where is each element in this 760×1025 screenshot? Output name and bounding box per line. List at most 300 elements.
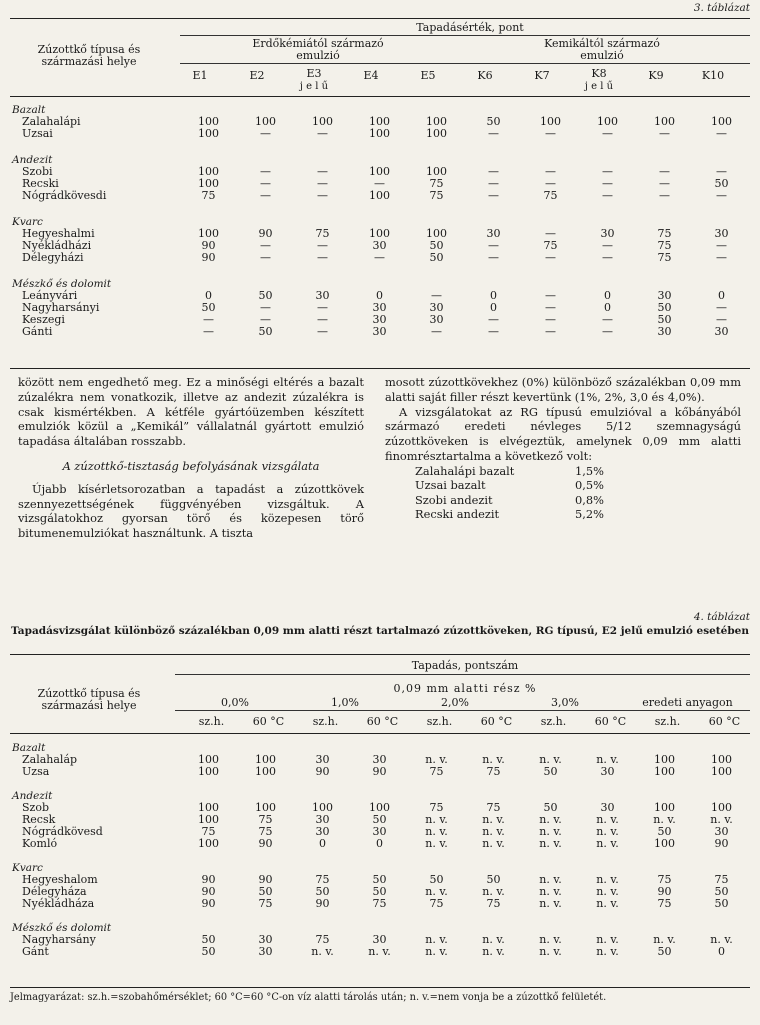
table4-top-rule [10, 654, 750, 655]
table-cell: 50 [657, 825, 672, 838]
fines-row [415, 507, 604, 522]
table-cell: — [317, 313, 328, 326]
row-label: Nagyharsány [22, 933, 96, 946]
table4-legend: Jelmagyarázat: sz.h.=szobahőmérséklet; 60 °C=60 °C-on víz alatti tárolás után; n. v.=nem vonja be a zúzottkő felületét. [10, 992, 607, 1003]
table-cell: n. v. [539, 933, 562, 946]
table-cell: 75 [429, 177, 444, 190]
table-cell: 50 [543, 801, 558, 814]
row-label: Komló [22, 837, 58, 850]
table-cell: n. v. [539, 753, 562, 766]
table-cell: — [374, 177, 385, 190]
table-cell: 100 [312, 115, 333, 128]
table-cell: 75 [543, 239, 558, 252]
table-cell: n. v. [482, 837, 505, 850]
group-label: Mészkő és dolomit [12, 922, 112, 934]
table-cell: n. v. [596, 825, 619, 838]
table-cell: 100 [198, 177, 219, 190]
table-row [10, 898, 750, 910]
table-cell: 90 [258, 873, 273, 886]
fines-row [415, 464, 604, 479]
table4-col-label: sz.h. [540, 715, 567, 728]
spacer-row [10, 140, 750, 154]
table-cell: 30 [315, 289, 330, 302]
table-cell: 75 [315, 227, 330, 240]
table-cell: n. v. [539, 837, 562, 850]
left-paragraph-1: között nem engedhető meg. Ez a minőségi eltérés a bazalt zúzalékra nem vonatkozik, illetve az andezit zúzalékra is csak kismértékben. A kétféle gyártóüzemben készített emulziók közül a „Kemikál” vállalatnál gyártott emulzió tapadása általában rosszabb. [18, 375, 364, 449]
table-cell: 100 [198, 165, 219, 178]
fines-label: Szobi andezit [415, 492, 493, 507]
table-cell: — [602, 177, 613, 190]
table-cell: 100 [711, 801, 732, 814]
table-cell: 100 [711, 765, 732, 778]
table-cell: 0 [604, 301, 611, 314]
table-cell: 100 [369, 227, 390, 240]
table4-caption: Tapadásvizsgálat különböző százalékban 0,09 mm alatti részt tartalmazó zúzottköveken, RG típusú, E2 jelű emulzió esetében [11, 625, 749, 637]
row-label: Nógrádkövesd [22, 825, 103, 838]
fines-row [415, 493, 604, 508]
table-cell: — [260, 313, 271, 326]
table4-body [10, 742, 750, 958]
table-cell: n. v. [482, 945, 505, 958]
fines-value: 1,5% [575, 463, 604, 478]
table-cell: 75 [258, 813, 273, 826]
table-row [10, 326, 750, 338]
table-cell: 0 [376, 289, 383, 302]
table-cell: — [317, 127, 328, 140]
table3-number: 3. táblázat [693, 2, 750, 14]
table-cell: 75 [429, 765, 444, 778]
table-cell: 30 [486, 227, 501, 240]
table-cell: 0 [490, 289, 497, 302]
group-label: Andezit [12, 154, 53, 166]
fines-list [415, 464, 604, 522]
table-cell: 100 [426, 165, 447, 178]
row-label: Délegyháza [22, 885, 87, 898]
table4-pct-1: 1,0% [331, 696, 359, 709]
table4-row-header: Zúzottkő típusa és származási helye [37, 687, 141, 712]
table-cell: — [602, 165, 613, 178]
table-cell: 90 [258, 227, 273, 240]
row-label: Szob [22, 801, 49, 814]
section-heading: A zúzottkő-tisztaság befolyásának vizsgálata [62, 458, 320, 473]
table-cell: 100 [540, 115, 561, 128]
table-cell: 100 [198, 813, 219, 826]
table-cell: n. v. [482, 753, 505, 766]
table-cell: 100 [654, 115, 675, 128]
fines-label: Uzsai bazalt [415, 478, 486, 493]
table-cell: 50 [372, 873, 387, 886]
table3-col-K10: K10 [701, 69, 725, 82]
table-cell: 90 [315, 765, 330, 778]
table-cell: 30 [315, 753, 330, 766]
table-cell: n. v. [539, 885, 562, 898]
table-cell: — [602, 239, 613, 252]
table-cell: 75 [201, 189, 216, 202]
table-cell: 50 [258, 885, 273, 898]
spacer-row [10, 910, 750, 922]
table3-top-header-rule [180, 35, 750, 36]
table-cell: 90 [258, 837, 273, 850]
row-label: Recsk [22, 813, 56, 826]
table-cell: 100 [426, 115, 447, 128]
fines-value: 5,2% [575, 507, 604, 522]
row-label: Nógrádkövesdi [22, 189, 107, 202]
table-cell: 0 [490, 301, 497, 314]
table-cell: n. v. [425, 825, 448, 838]
fines-value: 0,5% [575, 478, 604, 493]
table4-bottom-rule [10, 987, 750, 988]
group-label: Bazalt [12, 104, 46, 116]
row-label: Nagyharsányi [22, 301, 100, 314]
table-cell: n. v. [596, 945, 619, 958]
table-cell: — [260, 127, 271, 140]
table-cell: 0 [376, 837, 383, 850]
spacer-row [10, 202, 750, 216]
table-cell: 75 [258, 897, 273, 910]
row-label: Keszegi [22, 313, 65, 326]
table-cell: — [602, 325, 613, 338]
table-row [10, 946, 750, 958]
table-cell: 0 [718, 289, 725, 302]
table-cell: — [488, 313, 499, 326]
table-cell: 50 [714, 897, 729, 910]
fines-label: Recski andezit [415, 507, 500, 522]
table-cell: 90 [201, 885, 216, 898]
table-cell: 75 [486, 801, 501, 814]
table-cell: 30 [372, 933, 387, 946]
table3-top-rule [10, 18, 750, 19]
table-cell: 90 [315, 897, 330, 910]
table-cell: 30 [258, 933, 273, 946]
table-cell: 90 [201, 873, 216, 886]
table-cell: — [545, 165, 556, 178]
fines-row [415, 478, 604, 493]
table-cell: n. v. [596, 753, 619, 766]
table-cell: — [317, 189, 328, 202]
row-label: Délegyházi [22, 251, 84, 264]
table-cell: 100 [198, 753, 219, 766]
table-cell: n. v. [425, 885, 448, 898]
table-cell: 50 [429, 873, 444, 886]
table3-jelu-2: j e l ű [584, 81, 614, 92]
table-cell: — [260, 165, 271, 178]
table-cell: 0 [718, 945, 725, 958]
table3-top-header: Tapadásérték, pont [416, 21, 524, 34]
table-cell: n. v. [311, 945, 334, 958]
table-cell: 50 [429, 251, 444, 264]
table-cell: — [260, 239, 271, 252]
table-cell: n. v. [368, 945, 391, 958]
table-cell: — [488, 251, 499, 264]
table-cell: 75 [258, 825, 273, 838]
table-cell: — [317, 301, 328, 314]
table-cell: n. v. [482, 813, 505, 826]
table-cell: 30 [600, 227, 615, 240]
table-cell: 50 [486, 115, 501, 128]
table-cell: 50 [372, 813, 387, 826]
table-cell: 100 [198, 227, 219, 240]
table3-row-header: Zúzottkő típusa és származási helye [37, 43, 141, 68]
table-row [10, 190, 750, 202]
table-cell: 100 [426, 227, 447, 240]
table-cell: — [602, 313, 613, 326]
table-cell: — [488, 165, 499, 178]
group-label: Bazalt [12, 742, 46, 754]
table3-col-E1: E1 [192, 69, 208, 82]
row-label: Leányvári [22, 289, 78, 302]
table3-col-K9: K9 [648, 69, 664, 82]
table4-top-header-rule [175, 674, 750, 675]
table-cell: 30 [714, 325, 729, 338]
table4-pct-0: 0,0% [221, 696, 249, 709]
table-cell: 75 [372, 897, 387, 910]
table-cell: n. v. [653, 813, 676, 826]
table-cell: — [488, 177, 499, 190]
table-cell: 30 [372, 239, 387, 252]
table-cell: — [545, 177, 556, 190]
table-cell: 75 [657, 873, 672, 886]
table-cell: n. v. [425, 813, 448, 826]
table4-col-label: 60 °C [252, 715, 285, 728]
table-cell: 50 [657, 301, 672, 314]
table-cell: 30 [429, 301, 444, 314]
right-column [385, 375, 741, 522]
group-label: Andezit [12, 790, 53, 802]
row-label: Nyékládháza [22, 897, 95, 910]
table-cell: 75 [657, 251, 672, 264]
table-cell: — [260, 177, 271, 190]
table4-pct-3: 3,0% [551, 696, 579, 709]
table3-header-rule [10, 96, 750, 97]
row-label: Szobi [22, 165, 53, 178]
table-row [10, 128, 750, 140]
table-cell: 75 [714, 873, 729, 886]
table-cell: 75 [315, 933, 330, 946]
right-paragraph-1: mosott zúzottkövekhez (0%) különböző százalékban 0,09 mm alatti saját filler részt kevertünk (1%, 2%, 3,0 és 4,0%). [385, 375, 741, 404]
table-cell: 90 [201, 239, 216, 252]
table-cell: 50 [315, 885, 330, 898]
table-cell: 30 [372, 301, 387, 314]
table-cell: 30 [600, 765, 615, 778]
table-cell: 75 [429, 189, 444, 202]
group-label: Mészkő és dolomit [12, 278, 112, 290]
table4-col-label: sz.h. [198, 715, 225, 728]
table-cell: — [431, 325, 442, 338]
table-cell: — [659, 189, 670, 202]
table-cell: 75 [657, 227, 672, 240]
table-cell: 100 [369, 801, 390, 814]
table-cell: 100 [198, 765, 219, 778]
table4-col-label: sz.h. [312, 715, 339, 728]
fines-label: Zalahalápi bazalt [415, 463, 515, 478]
table-cell: 75 [657, 239, 672, 252]
table4-col-label: 60 °C [480, 715, 513, 728]
table-cell: 50 [258, 325, 273, 338]
table4-sub-header: 0,09 mm alatti rész % [393, 682, 537, 695]
table-cell: 100 [654, 765, 675, 778]
table-cell: 100 [369, 115, 390, 128]
table4-col-label: 60 °C [366, 715, 399, 728]
table-row [10, 838, 750, 850]
table3-body [10, 104, 750, 338]
table-cell: — [488, 127, 499, 140]
table4-number: 4. táblázat [693, 611, 750, 623]
table-cell: 50 [714, 885, 729, 898]
table-cell: n. v. [596, 813, 619, 826]
table4-pct-2: 2,0% [441, 696, 469, 709]
table-cell: n. v. [596, 897, 619, 910]
table-cell: 100 [711, 115, 732, 128]
table-cell: 100 [198, 127, 219, 140]
table-cell: 100 [654, 837, 675, 850]
table3-col-E2: E2 [249, 69, 265, 82]
table-cell: 100 [255, 753, 276, 766]
table-cell: 100 [654, 801, 675, 814]
table-cell: 100 [426, 127, 447, 140]
table-cell: 0 [319, 837, 326, 850]
table-row [10, 766, 750, 778]
table-cell: — [716, 301, 727, 314]
table-cell: 75 [486, 765, 501, 778]
spacer [10, 264, 750, 278]
table-cell: — [317, 251, 328, 264]
row-label: Recski [22, 177, 59, 190]
table-cell: n. v. [539, 897, 562, 910]
table3-col-E5: E5 [420, 69, 436, 82]
table4-pct-rule [175, 710, 750, 711]
fines-value: 0,8% [575, 492, 604, 507]
table-cell: 100 [597, 115, 618, 128]
table-cell: n. v. [539, 873, 562, 886]
table-cell: 30 [315, 825, 330, 838]
table-cell: 75 [486, 897, 501, 910]
table-cell: 30 [372, 753, 387, 766]
table-cell: 90 [714, 837, 729, 850]
table-cell: — [260, 301, 271, 314]
table-cell: — [545, 127, 556, 140]
spacer [10, 850, 750, 862]
table-cell: n. v. [710, 813, 733, 826]
table-cell: — [488, 325, 499, 338]
table-cell: 30 [657, 289, 672, 302]
table-cell: 75 [201, 825, 216, 838]
table3-bottom-rule [10, 368, 750, 369]
table-cell: — [545, 301, 556, 314]
spacer [10, 778, 750, 790]
table-cell: 50 [486, 873, 501, 886]
table-cell: n. v. [539, 825, 562, 838]
table-cell: 75 [429, 897, 444, 910]
table3-group-erdo: Erdőkémiától származó emulzió [252, 37, 384, 62]
row-label: Uzsa [22, 765, 50, 778]
table-row [10, 252, 750, 264]
table-cell: — [545, 313, 556, 326]
table-cell: n. v. [596, 873, 619, 886]
table-cell: — [545, 251, 556, 264]
table-cell: n. v. [653, 933, 676, 946]
table-cell: — [317, 165, 328, 178]
table-cell: — [716, 239, 727, 252]
table-cell: — [488, 239, 499, 252]
table-cell: 75 [429, 801, 444, 814]
table-cell: — [317, 239, 328, 252]
right-paragraph-2: A vizsgálatokat az RG típusú emulzióval a kőbányából származó eredeti névleges 5/12 szemnagyságú zúzottköveken is elvégeztük, amelynek 0,09 mm alatti finomrésztartalma a következő volt: [385, 404, 741, 463]
table-cell: — [602, 189, 613, 202]
table3-col-E4: E4 [363, 69, 379, 82]
table-cell: 50 [714, 177, 729, 190]
table-cell: 100 [654, 753, 675, 766]
row-label: Zalahalápi [22, 115, 81, 128]
table-cell: n. v. [596, 933, 619, 946]
table-cell: 30 [372, 313, 387, 326]
table-cell: — [602, 127, 613, 140]
table3-group-kemi: Kemikáltól származó emulzió [544, 37, 660, 62]
table-cell: 30 [372, 325, 387, 338]
table-cell: 0 [604, 289, 611, 302]
table-cell: — [716, 251, 727, 264]
table4-col-label: sz.h. [426, 715, 453, 728]
table-cell: n. v. [710, 933, 733, 946]
table4-col-label: 60 °C [594, 715, 627, 728]
row-label: Uzsai [22, 127, 53, 140]
table-cell: 100 [255, 801, 276, 814]
table-cell: — [716, 313, 727, 326]
table-cell: 30 [714, 825, 729, 838]
table-cell: — [488, 189, 499, 202]
table-cell: — [602, 251, 613, 264]
table-cell: — [716, 127, 727, 140]
table-cell: 30 [315, 813, 330, 826]
table-cell: 50 [372, 885, 387, 898]
row-label: Gánti [22, 325, 53, 338]
table-cell: 75 [657, 897, 672, 910]
table-cell: n. v. [425, 753, 448, 766]
table-cell: n. v. [596, 837, 619, 850]
table-cell: 90 [201, 897, 216, 910]
table-cell: 0 [205, 289, 212, 302]
spacer-row [10, 778, 750, 790]
table-cell: — [203, 313, 214, 326]
table-cell: 100 [255, 765, 276, 778]
table-cell: 50 [657, 945, 672, 958]
group-label: Kvarc [12, 862, 43, 874]
table-cell: — [545, 227, 556, 240]
table3-group-rule [180, 63, 750, 64]
table-cell: n. v. [482, 933, 505, 946]
table-cell: — [317, 325, 328, 338]
table-cell: 50 [429, 239, 444, 252]
table-cell: 75 [315, 873, 330, 886]
spacer-row [10, 264, 750, 278]
table-cell: — [203, 325, 214, 338]
table-cell: 100 [369, 165, 390, 178]
table-cell: — [260, 189, 271, 202]
table4-col-label: sz.h. [654, 715, 681, 728]
table-cell: n. v. [425, 933, 448, 946]
table-cell: 100 [255, 115, 276, 128]
row-label: Hegyeshalom [22, 873, 98, 886]
table-cell: n. v. [482, 885, 505, 898]
spacer [10, 910, 750, 922]
table3-col-K7: K7 [534, 69, 550, 82]
table-cell: 50 [258, 289, 273, 302]
table-cell: 50 [201, 301, 216, 314]
table-cell: — [317, 177, 328, 190]
table-cell: 30 [714, 227, 729, 240]
table-cell: 100 [711, 753, 732, 766]
table-cell: 90 [201, 251, 216, 264]
table-cell: n. v. [482, 825, 505, 838]
